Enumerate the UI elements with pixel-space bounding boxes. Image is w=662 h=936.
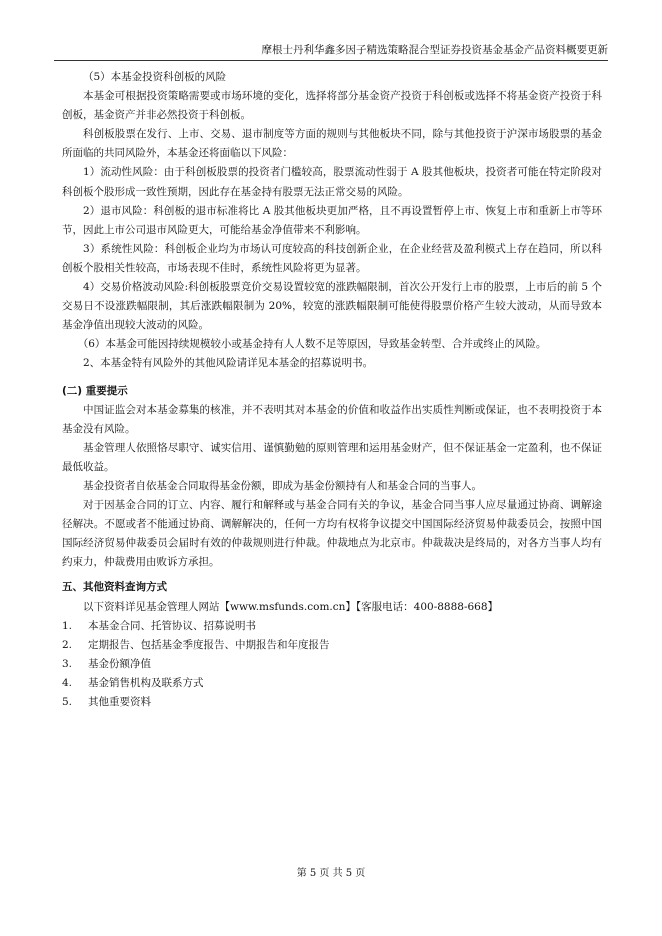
- important-para-2: 基金管理人依照恪尽职守、诚实信用、谨慎勤勉的原则管理和运用基金财产，但不保证基金一定盈利，也不保证最低收益。: [62, 441, 602, 473]
- risk-sub-3: 3）系统性风险：科创板企业均为市场认可度较高的科技创新企业，在企业经营及盈利模式上存在趋同，所以科创板个股相关性较高，市场表现不佳时，系统性风险将更为显著。: [62, 242, 602, 274]
- other-info-intro: 以下资料详见基金管理人网站【www.msfunds.com.cn】【客服电话：400-8888-668】: [83, 600, 499, 613]
- document-title: 摩根士丹利华鑫多因子精选策略混合型证券投资基金基金产品资料概要更新: [261, 44, 608, 56]
- list-item: 1. 本基金合同、托管协议、招募说明书: [62, 619, 256, 632]
- important-para-3: 基金投资者自依基金合同取得基金份额，即成为基金份额持有人和基金合同的当事人。: [83, 479, 482, 492]
- list-item: 4. 基金销售机构及联系方式: [62, 676, 204, 689]
- important-para-1: 中国证监会对本基金募集的核准，并不表明其对本基金的价值和收益作出实质性判断或保证，也不表明投资于本基金没有风险。: [62, 403, 602, 435]
- other-info-list: [62, 617, 602, 712]
- risk-item6: （6）本基金可能因持续规模较小或基金持有人人数不足等原因，导致基金转型、合并或终止的风险。: [77, 338, 547, 351]
- risk-item5-title: （5）本基金投资科创板的风险: [83, 71, 227, 83]
- risk-item2: 2、本基金特有风险外的其他风险请详见本基金的招募说明书。: [83, 357, 374, 370]
- list-item: 5. 其他重要资料: [62, 696, 151, 708]
- important-para-4: 对于因基金合同的订立、内容、履行和解释或与基金合同有关的争议，基金合同当事人应尽量通过协商、调解途径解决。不愿或者不能通过协商、调解解决的，任何一方均有权将争议提交中国国际经济贸易仲裁委员会，按照中国国际经济贸易仲裁委员会届时有效的仲裁规则进行仲裁。仲裁地点为北京市。仲裁裁决是终局的，对各方当事人均有约束力，仲裁费用由败诉方承担。: [62, 499, 602, 569]
- important-heading: (二) 重要提示: [62, 384, 128, 397]
- risk-para-2: 科创板股票在发行、上市、交易、退市制度等方面的规则与其他板块不同，除与其他投资于沪深市场股票的基金所面临的共同风险外，本基金还将面临以下风险：: [62, 128, 602, 160]
- list-item: 2. 定期报告、包括基金季度报告、中期报告和年度报告: [62, 638, 330, 651]
- risk-para-1: 本基金可根据投资策略需要或市场环境的变化，选择将部分基金资产投资于科创板或选择不将基金资产投资于科创板，基金资产并非必然投资于科创板。: [62, 90, 602, 122]
- risk-sub-2: 2）退市风险：科创板的退市标准将比 A 股其他板块更加严格，且不再设置暂停上市、恢复上市和重新上市等环节，因此上市公司退市风险更大，可能给基金净值带来不利影响。: [62, 204, 602, 236]
- page-number: 第 5 页 共 5 页: [296, 868, 366, 879]
- other-info-heading: 五、其他资料查询方式: [62, 581, 167, 594]
- risk-sub-1: 1）流动性风险：由于科创板股票的投资者门槛较高，股票流动性弱于 A 股其他板块，投资者可能在特定阶段对科创板个股形成一致性预期，因此存在基金持有股票无法正常交易的风险。: [62, 166, 602, 198]
- document-body: [62, 68, 602, 712]
- risk-sub-4: 4）交易价格波动风险:科创板股票竞价交易设置较宽的涨跌幅限制，首次公开发行上市的股票，上市后的前 5 个交易日不设涨跌幅限制，其后涨跌幅限制为 20%，较宽的涨跌幅限制可能使得股票价格产生较大波动，从而导致本基金净值出现较大波动的风险。: [62, 281, 602, 332]
- list-item: 3. 基金份额净值: [62, 657, 151, 670]
- page-header: [54, 40, 608, 61]
